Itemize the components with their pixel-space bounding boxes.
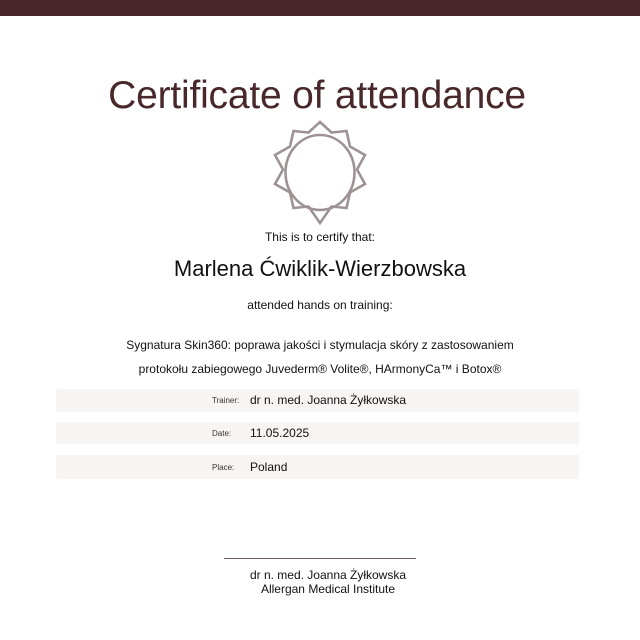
detail-row-trainer (56, 389, 579, 412)
place-value: Poland (250, 460, 288, 474)
recipient-name: Marlena Ćwiklik-Wierzbowska (173, 256, 467, 281)
certify-text: This is to certify that: (264, 230, 376, 244)
trainer-value: dr n. med. Joanna Żyłkowska (250, 393, 407, 407)
attended-text: attended hands on training: (247, 298, 393, 312)
course-title-line-2: protokołu zabiegowego Juvederm® Volite®, HArmonyCa™ i Botox® (138, 362, 502, 376)
top-brand-bar (0, 0, 640, 16)
trainer-label: Trainer: (212, 396, 240, 405)
date-label: Date: (212, 429, 232, 438)
signatory-name: dr n. med. Joanna Żyłkowska (249, 568, 407, 582)
course-title (0, 333, 640, 381)
detail-row-date (56, 422, 579, 444)
detail-row-place (56, 455, 579, 479)
course-title-line-1: Sygnatura Skin360: poprawa jakości i stymulacja skóry z zastosowaniem (126, 338, 514, 352)
certificate-title: Certificate of attendance (108, 74, 526, 117)
sun-star-emblem-icon (268, 118, 372, 228)
signature-line (224, 558, 416, 559)
date-value: 11.05.2025 (250, 426, 310, 440)
place-label: Place: (212, 463, 235, 472)
signatory-institution: Allergan Medical Institute (260, 582, 396, 596)
signature-block (0, 568, 640, 596)
